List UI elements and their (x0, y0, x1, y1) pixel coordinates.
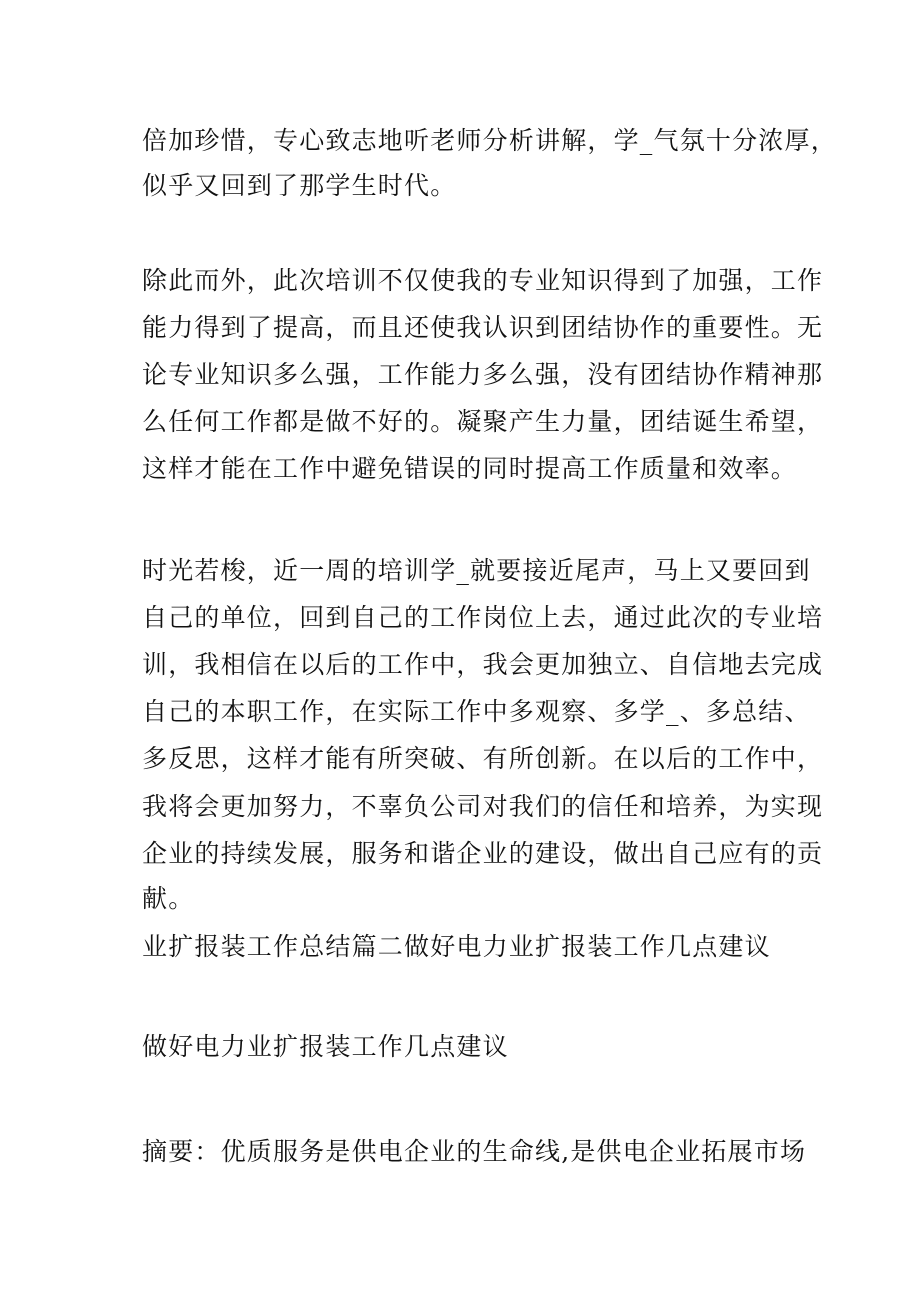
abstract-line: 摘要：优质服务是供电企业的生命线,是供电企业拓展市场 (142, 1137, 807, 1166)
article-title: 做好电力业扩报装工作几点建议 (142, 1032, 509, 1061)
paragraph-2-line-4: 么任何工作都是做不好的。凝聚产生力量，团结诞生希望， (142, 407, 824, 436)
section-heading: 业扩报装工作总结篇二做好电力业扩报装工作几点建议 (142, 932, 771, 961)
paragraph-3-line-3: 训，我相信在以后的工作中，我会更加独立、自信地去完成 (142, 650, 824, 679)
paragraph-3-line-6: 我将会更加努力，不辜负公司对我们的信任和培养，为实现 (142, 792, 824, 821)
paragraph-1-line-2: 似乎又回到了那学生时代。 (142, 171, 457, 200)
paragraph-3-line-5: 多反思，这样才能有所突破、有所创新。在以后的工作中， (142, 744, 824, 773)
paragraph-3-line-4: 自己的本职工作，在实际工作中多观察、多学_、多总结、 (142, 697, 811, 726)
paragraph-2-line-3: 论专业知识多么强，工作能力多么强，没有团结协作精神那 (142, 360, 824, 389)
paragraph-3-line-7: 企业的持续发展，服务和谐企业的建设，做出自己应有的贡 (142, 839, 824, 868)
paragraph-1-line-1: 倍加珍惜，专心致志地听老师分析讲解，学_气氛十分浓厚， (142, 126, 837, 155)
paragraph-3-line-2: 自己的单位，回到自己的工作岗位上去，通过此次的专业培 (142, 603, 824, 632)
paragraph-2-line-5: 这样才能在工作中避免错误的同时提高工作质量和效率。 (142, 454, 798, 483)
paragraph-2-line-2: 能力得到了提高，而且还使我认识到团结协作的重要性。无 (142, 313, 824, 342)
paragraph-3-line-1: 时光若梭，近一周的培训学_就要接近尾声，马上又要回到 (142, 556, 811, 585)
paragraph-2-line-1: 除此而外，此次培训不仅使我的专业知识得到了加强，工作 (142, 266, 824, 295)
paragraph-3-line-8: 献。 (142, 884, 195, 913)
